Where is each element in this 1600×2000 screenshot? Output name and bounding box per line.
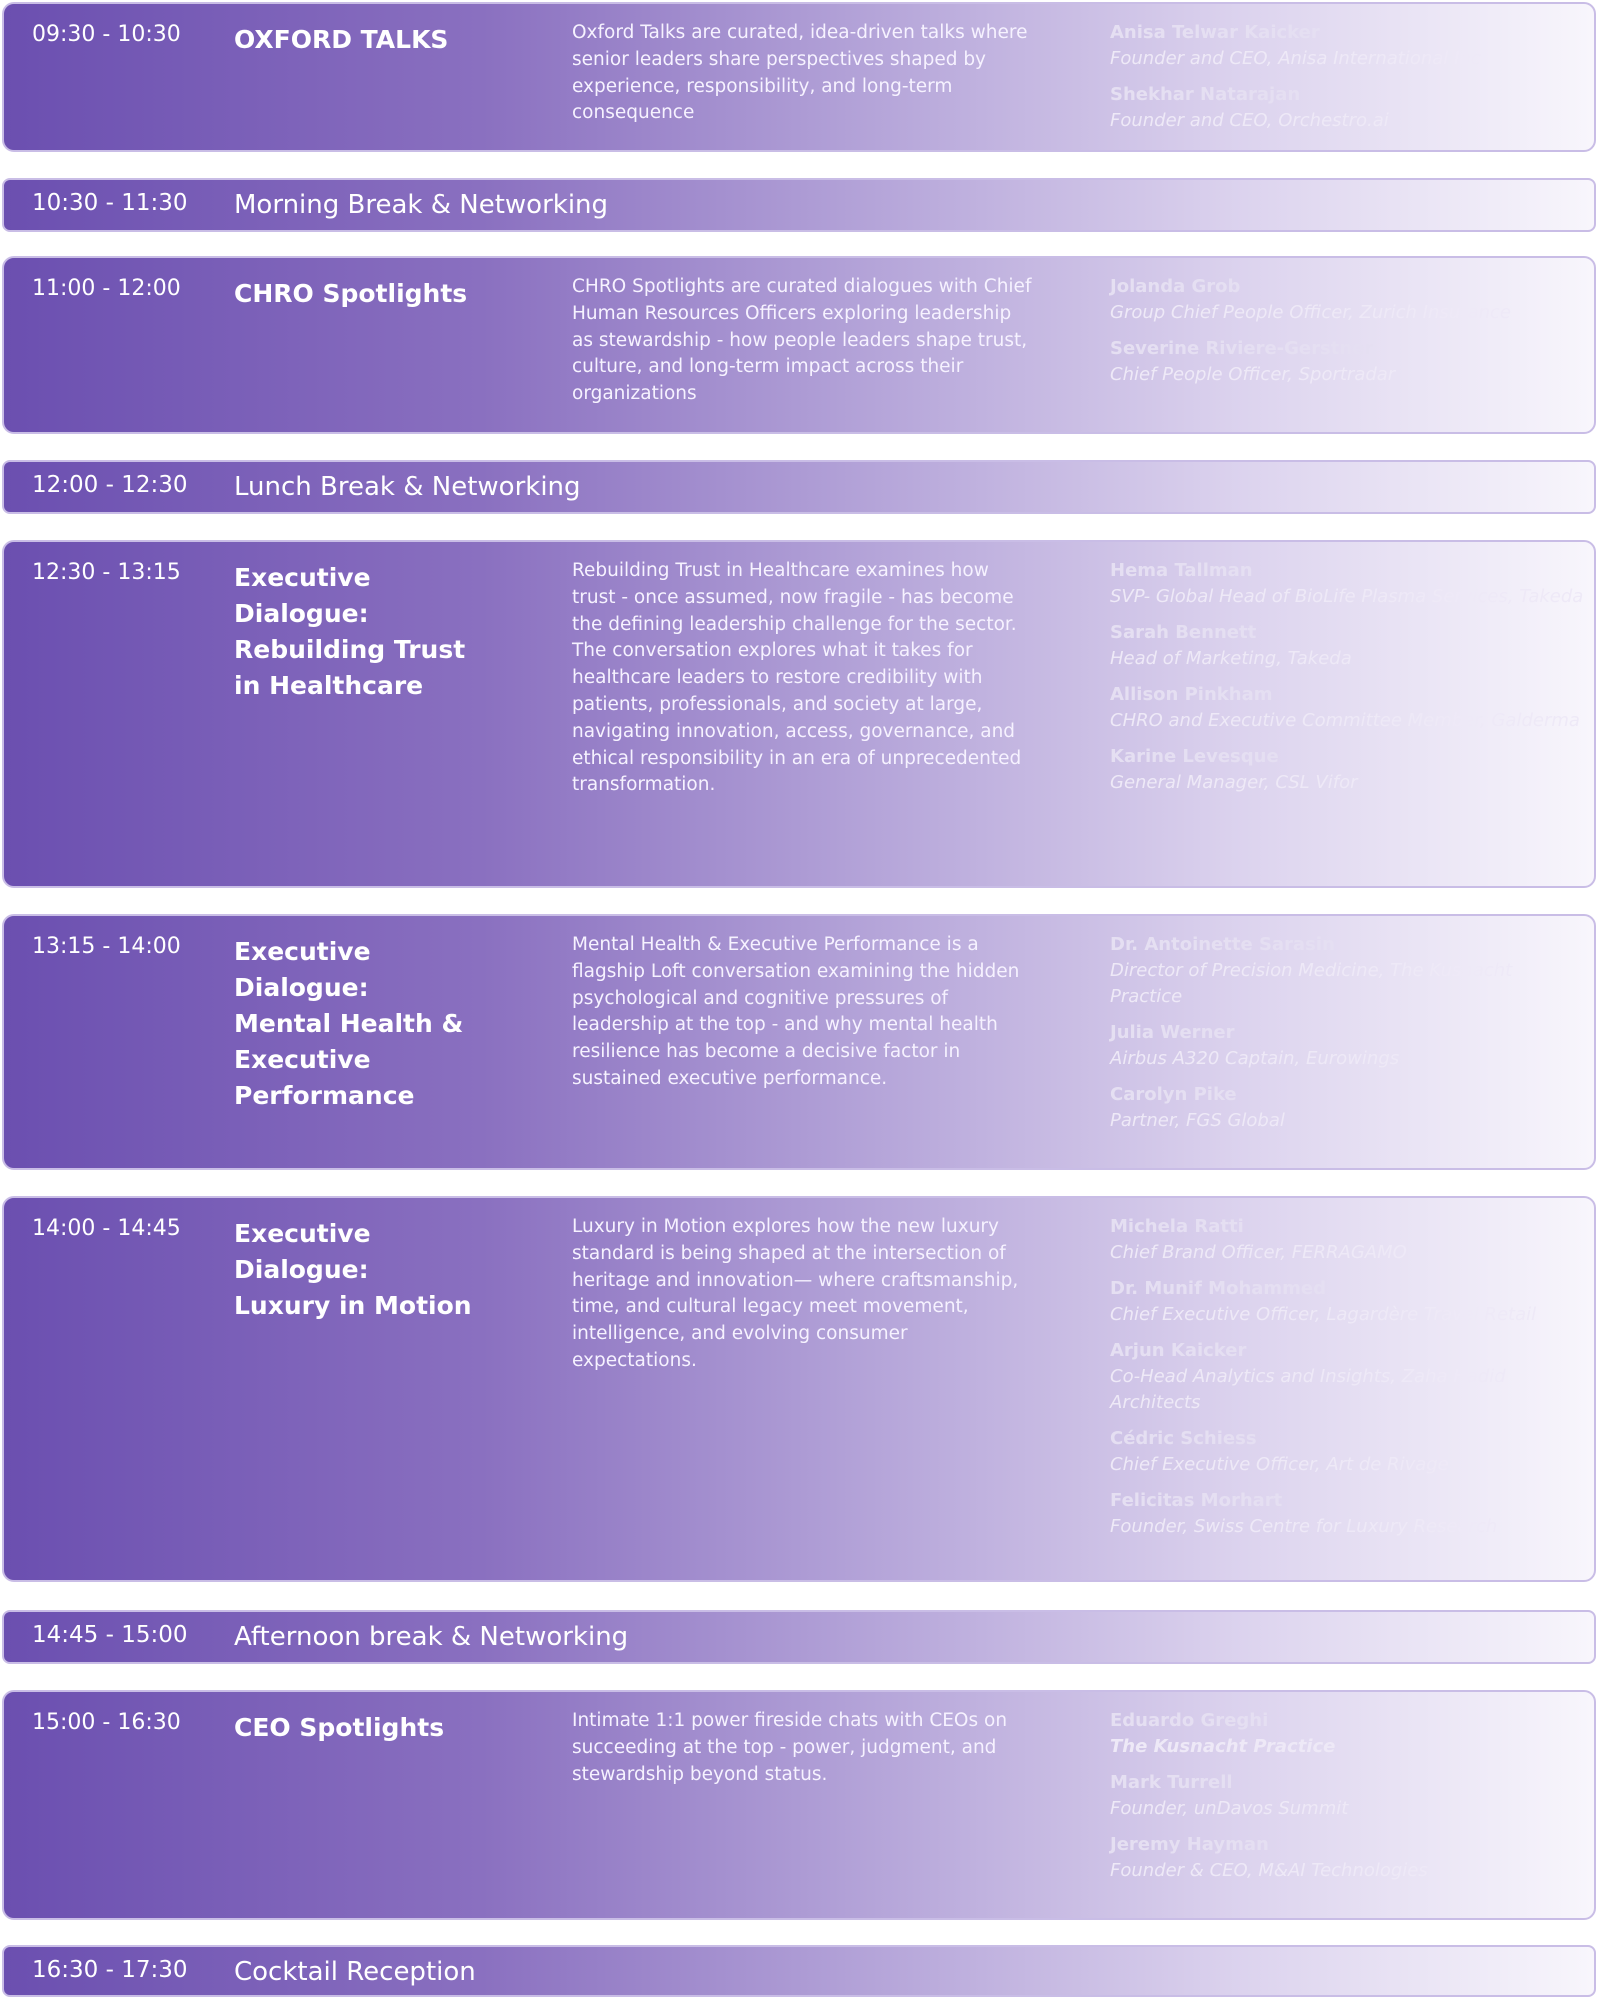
speaker-list [1110,932,1590,1144]
session-title: Executive Dialogue: Mental Health & Executive Performance [234,937,464,1110]
session-title: OXFORD TALKS [234,25,449,54]
speaker-name: Cédric Schiess [1110,1428,1257,1449]
speaker-name: Jeremy Hayman [1110,1834,1269,1855]
session-row [2,256,1596,434]
speaker [1110,1426,1590,1478]
speaker-role: Chief Executive Officer, Lagardère Travel Retail [1110,1304,1537,1325]
session-description: Rebuilding Trust in Healthcare examines how trust - once assumed, now fragile - has become the defining leadership challenge for the sector. The conversation explores what it takes for healthcare leaders to restore credibility with patients, professionals, and society at large, navigating innovation, access, governance, and ethical responsibility in an era of unprecedented transformation. [572,560,1022,796]
session-time: 15:00 - 16:30 [32,1710,181,1735]
session-time: 16:30 - 17:30 [32,1957,188,1983]
session-description: Intimate 1:1 power fireside chats with CEOs on succeeding at the top - power, judgment, and stewardship beyond status. [572,1710,1008,1785]
session-time: 14:00 - 14:45 [32,1216,181,1241]
session-title: Executive Dialogue: Luxury in Motion [234,1219,472,1320]
speaker [1110,1832,1590,1884]
speaker [1110,1276,1590,1328]
session-title: Executive Dialogue: Rebuilding Trust in Healthcare [234,563,466,700]
speaker [1110,1708,1590,1760]
session-time: 09:30 - 10:30 [32,22,181,47]
speaker [1110,1770,1590,1822]
speaker [1110,82,1590,134]
speaker-name: Mark Turrell [1110,1772,1233,1793]
speaker-name: Arjun Kaicker [1110,1340,1247,1361]
session-title: CEO Spotlights [234,1713,445,1742]
speaker-name: Eduardo Greghi [1110,1710,1269,1731]
speaker [1110,682,1590,734]
speaker-name: Felicitas Morhart [1110,1490,1283,1511]
break-title: Cocktail Reception [234,1957,476,1987]
session-time: 12:00 - 12:30 [32,472,188,498]
speaker-role: Partner, FGS Global [1110,1110,1285,1131]
speaker-role: CHRO and Executive Committee Member, Galderma [1110,710,1580,731]
session-row [2,2,1596,152]
speaker-role: Director of Precision Medicine, The Kusnacht Practice [1110,960,1513,1007]
speaker-name: Michela Ratti [1110,1216,1244,1237]
speaker-role: Founder and CEO, Orchestro.ai [1110,110,1389,131]
speaker-role: Founder and CEO, Anisa International Inc [1110,48,1481,69]
break-row [2,1610,1596,1664]
speaker [1110,932,1590,1010]
session-row [2,914,1596,1170]
break-title: Morning Break & Networking [234,190,609,220]
speaker-role: Founder, unDavos Summit [1110,1798,1349,1819]
speaker-role: Chief Executive Officer, Art de Rivage [1110,1454,1449,1475]
session-description: CHRO Spotlights are curated dialogues with Chief Human Resources Officers exploring leadership as stewardship - how people leaders shape trust, culture, and long-term impact across their organizations [572,276,1032,405]
speaker-name: Dr. Munif Mohammed [1110,1278,1327,1299]
speaker-name: Shekhar Natarajan [1110,84,1301,105]
speaker [1110,1082,1590,1134]
speaker [1110,20,1590,72]
speaker [1110,336,1590,388]
speaker-list [1110,558,1590,806]
speaker [1110,1020,1590,1072]
speaker-role: SVP- Global Head of BioLife Plasma Services, Takeda [1110,586,1584,607]
speaker [1110,274,1590,326]
speaker [1110,1488,1590,1540]
speaker-role: Founder, Swiss Centre for Luxury Research [1110,1516,1498,1537]
session-time: 13:15 - 14:00 [32,934,181,959]
speaker-name: Jolanda Grob [1110,276,1241,297]
speaker-name: Dr. Antoinette Sarasin [1110,934,1335,955]
speaker [1110,744,1590,796]
speaker-role: Founder & CEO, M&AI Technologies [1110,1860,1428,1881]
speaker-name: Karine Levesque [1110,746,1279,767]
break-title: Lunch Break & Networking [234,472,581,502]
speaker-name: Severine Riviere-Gerstner [1110,338,1374,359]
speaker-role: Head of Marketing, Takeda [1110,648,1352,669]
session-description: Mental Health & Executive Performance is a flagship Loft conversation examining the hidden psychological and cognitive pressures of leadership at the top - and why mental health resilience has become a decisive factor in sustained executive performance. [572,934,1020,1089]
session-title: CHRO Spotlights [234,279,468,308]
session-description: Oxford Talks are curated, idea-driven talks where senior leaders share perspectives shaped by experience, responsibility, and long-term consequence [572,22,1028,124]
speaker [1110,620,1590,672]
speaker-list [1110,1708,1590,1894]
speaker-role: Group Chief People Officer, Zurich Insurance [1110,302,1511,323]
session-time: 10:30 - 11:30 [32,190,188,216]
session-time: 12:30 - 13:15 [32,560,181,585]
session-description: Luxury in Motion explores how the new luxury standard is being shaped at the intersection of heritage and innovation— where craftsmanship, time, and cultural legacy meet movement, intelligence, and evolving consumer expectations. [572,1216,1019,1371]
speaker-role: Chief Brand Officer, FERRAGAMO [1110,1242,1407,1263]
speaker-list [1110,1214,1590,1550]
speaker-role: General Manager, CSL Vifor [1110,772,1358,793]
session-time: 14:45 - 15:00 [32,1622,188,1648]
speaker-list [1110,20,1590,144]
break-row [2,1945,1596,1997]
break-row [2,460,1596,514]
speaker-role: The Kusnacht Practice [1110,1736,1336,1757]
speaker [1110,1214,1590,1266]
speaker-role: Co-Head Analytics and Insights, Zaha Hadid Architects [1110,1366,1506,1413]
speaker-list [1110,274,1590,398]
speaker-name: Sarah Bennett [1110,622,1257,643]
speaker [1110,1338,1590,1416]
speaker-role: Airbus A320 Captain, Eurowings [1110,1048,1400,1069]
break-title: Afternoon break & Networking [234,1622,629,1652]
speaker-name: Carolyn Pike [1110,1084,1237,1105]
speaker-name: Hema Tallman [1110,560,1253,581]
speaker-name: Julia Werner [1110,1022,1235,1043]
break-row [2,178,1596,232]
speaker [1110,558,1590,610]
session-row [2,1196,1596,1582]
speaker-name: Allison Pinkham [1110,684,1273,705]
session-time: 11:00 - 12:00 [32,276,181,301]
session-row [2,540,1596,888]
session-row [2,1690,1596,1920]
speaker-name: Anisa Telwar Kaicker [1110,22,1320,43]
speaker-role: Chief People Officer, Sportradar [1110,364,1396,385]
